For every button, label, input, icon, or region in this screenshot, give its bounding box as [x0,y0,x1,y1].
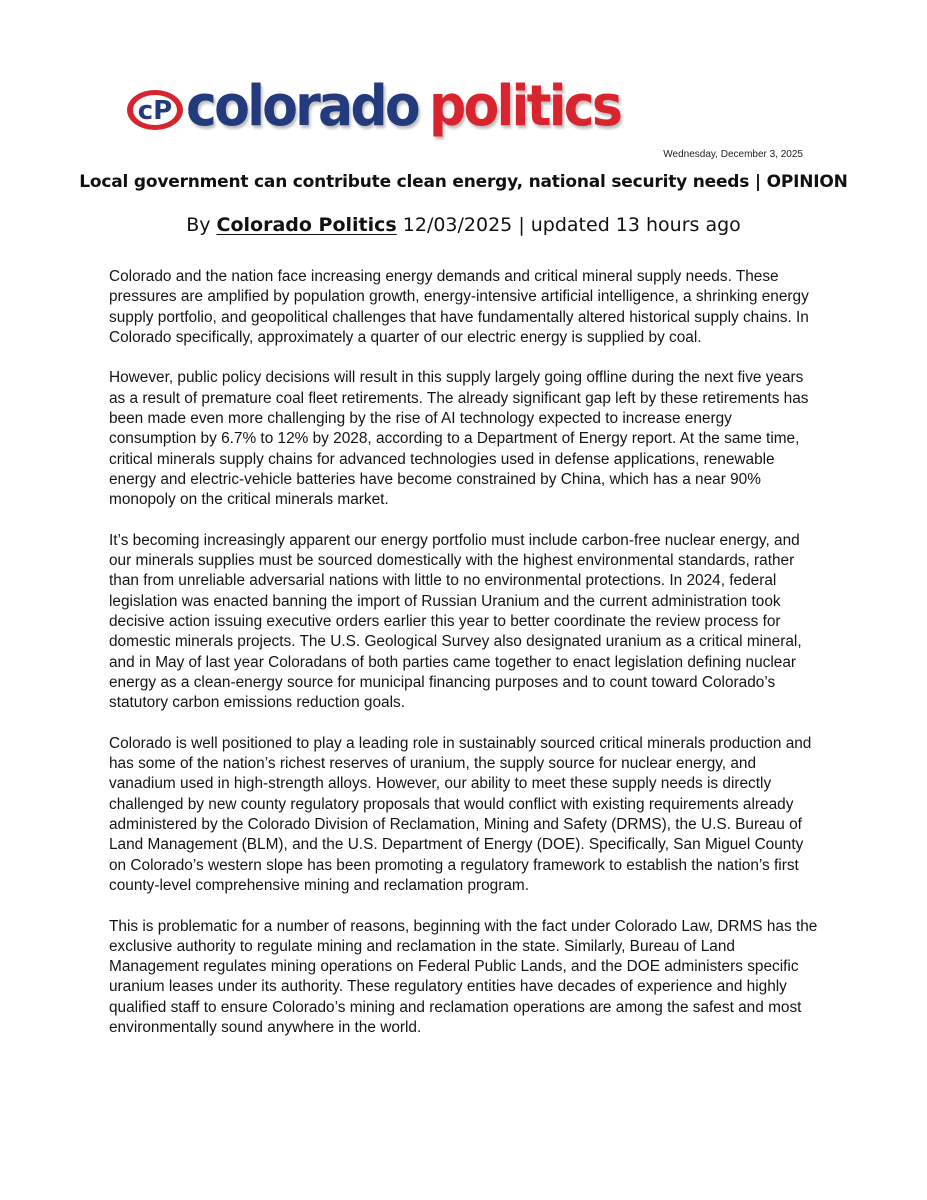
body-paragraph: Colorado is well positioned to play a leading role in sustainably sourced critical minerals production and has some of the nation’s richest reserves of uranium, the supply source for nuclear energy, and vanadium used in high-strength alloys. However, our ability to meet these supply needs is directly challenged by new county regulatory proposals that would conflict with existing requirements already administered by the Colorado Division of Reclamation, Mining and Safety (DRMS), the U.S. Bureau of Land Management (BLM), and the U.S. Department of Energy (DOE). Specifically, San Miguel County on Colorado’s western slope has been promoting a regulatory framework to establish the nation’s first county-level comprehensive mining and reclamation program. [109,734,812,894]
cp-logo-mark-icon [126,88,184,132]
body-paragraph: It’s becoming increasingly apparent our energy portfolio must include carbon-free nuclear energy, and our minerals supplies must be sourced domestically with the highest environmental standards, rather than from unreliable adversarial nations with little to no environmental protections. In 2024, federal legislation was enacted banning the import of Russian Uranium and the current administration took decisive action issuing executive orders earlier this year to better coordinate the review process for domestic minerals projects. The U.S. Geological Survey also designated uranium as a critical mineral, and in May of last year Coloradans of both parties came together to enact legislation defining nuclear energy as a clean-energy source for municipal financing purposes and to count toward Colorado’s statutory carbon emissions reduction goals. [109,531,802,712]
byline-meta: 12/03/2025 | updated 13 hours ago [402,214,741,236]
body-paragraph: Colorado and the nation face increasing energy demands and critical mineral supply needs. These pressures are amplified by population growth, energy-intensive artificial intelligence, a shrinking energy supply portfolio, and geopolitical challenges that have fundamentally altered historical supply chains. In Colorado specifically, approximately a quarter of our electric energy is supplied by coal. [109,268,809,346]
body-paragraph: However, public policy decisions will result in this supply largely going offline during the next five years as a result of premature coal fleet retirements. The already significant gap left by these retirements has been made even more challenging by the rise of AI technology expected to increase energy consumption by 6.7% to 12% by 2028, according to a Department of Energy report. At the same time, critical minerals supply chains for advanced technologies used in defense applications, renewable energy and electric-vehicle batteries have become constrained by China, which has a near 90% monopoly on the critical minerals market. [109,369,809,509]
logo-word-politics: politics [429,74,621,139]
article-byline [0,214,927,236]
article-headline: Local government can contribute clean energy, national security needs | OPINION [79,172,848,192]
article-body [109,267,821,1059]
byline-prefix: By [186,214,211,236]
byline-author-link[interactable]: Colorado Politics [216,214,397,236]
body-paragraph: This is problematic for a number of reasons, beginning with the fact under Colorado Law, DRMS has the exclusive authority to regulate mining and reclamation in the state. Similarly, Bureau of Land Management regulates mining operations on Federal Public Lands, and the DOE administers specific uranium leases under its authority. These regulatory entities have decades of experience and highly qualified staff to ensure Colorado’s mining and reclamation operations are among the safest and most environmentally sound anywhere in the world. [109,917,818,1036]
publication-date: Wednesday, December 3, 2025 [663,149,803,160]
colorado-politics-logo [126,72,635,142]
logo-mark-text: cP [137,96,173,126]
logo-word-colorado: colorado [186,74,418,139]
